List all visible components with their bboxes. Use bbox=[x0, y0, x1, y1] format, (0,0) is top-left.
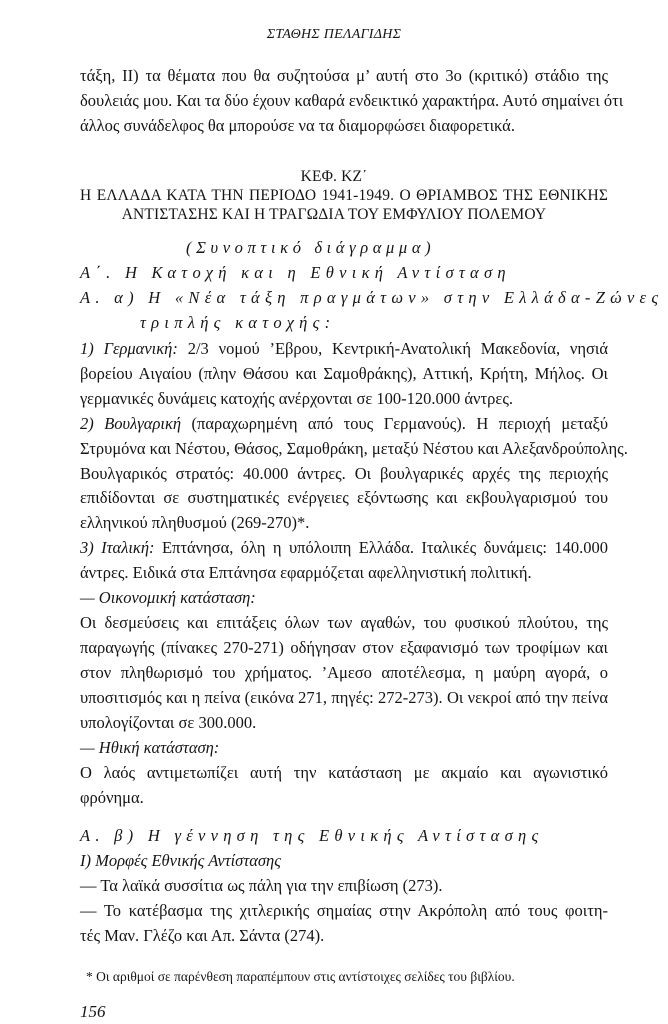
german-line-3: γερμανικές δυνάμεις κατοχής ανέρχονται σε 100-120.000 άντρες. bbox=[80, 389, 513, 408]
intro-line-2: δουλειάς μου. Και τα δύο έχουν καθαρά ενδεικτικό χαρακτήρα. Αυτό σημαίνει ότι bbox=[80, 91, 624, 110]
section-a-title: Α΄. Η Κατοχή και η Εθνική Αντίσταση bbox=[80, 263, 511, 282]
italian-label: 3) Ιταλική: bbox=[80, 538, 155, 557]
chapter-subtitle: (Συνοπτικό διάγραμμα) bbox=[186, 238, 436, 257]
bulgarian-line-1-text: (παραχωρημένη από τους Γερμανούς). Η περιοχή μεταξύ bbox=[181, 414, 608, 433]
italian-line-1-text: Επτάνησα, όλη η υπόλοιπη Ελλάδα. Ιταλικές δυνάμεις: 140.000 bbox=[154, 538, 609, 557]
italian-line-2: άντρες. Ειδικά στα Επτάνησα εφαρμόζεται αφελληνιστική πολιτική. bbox=[80, 563, 532, 582]
moral-line-1: Ο λαός αντιμετωπίζει αυτή την κατάσταση με ακμαίο και αγωνιστικό bbox=[80, 763, 608, 782]
section-b-item-2-line-1: — Το κατέβασμα της χιτλερικής σημαίας στην Ακρόπολη από τους φοιτη- bbox=[80, 901, 608, 920]
bulgarian-line-1 bbox=[80, 416, 608, 433]
german-line-1-text: 2/3 νομού ’Εβρου, Κεντρική-Ανατολική Μακεδονία, νησιά bbox=[177, 339, 608, 358]
bulgarian-line-4: επιδίδονται σε συστηματικές ενέργειες εξόντωσης και εκβουλγαρισμού του bbox=[80, 488, 608, 507]
footnote: * Οι αριθμοί σε παρένθεση παραπέμπουν στις αντίστοιχες σελίδες του βιβλίου. bbox=[86, 969, 515, 984]
chapter-title-line-2: ΑΝΤΙΣΤΑΣΗΣ ΚΑΙ Η ΤΡΑΓΩΔΙΑ ΤΟΥ ΕΜΦΥΛΙΟΥ ΠΟΛΕΜΟΥ bbox=[121, 206, 547, 223]
chapter-title-line-1: Η ΕΛΛΑΔΑ ΚΑΤΑ ΤΗΝ ΠΕΡΙΟΔΟ 1941-1949. Ο ΘΡΙΑΜΒΟΣ ΤΗΣ ΕΘΝΙΚΗΣ bbox=[80, 187, 608, 204]
section-b-title: Α. β) Η γέννηση της Εθνικής Αντίστασης bbox=[80, 826, 544, 845]
section-b-item-1: — Τα λαϊκά συσσίτια ως πάλη για την επιβίωση (273). bbox=[80, 876, 443, 895]
chapter-label: ΚΕΦ. ΚΖ΄ bbox=[300, 168, 368, 185]
section-a-sub-line-2: τριπλής κατοχής: bbox=[140, 313, 336, 332]
italian-line-1 bbox=[80, 540, 608, 557]
moral-heading: — Ηθική κατάσταση: bbox=[80, 738, 220, 757]
economic-heading: — Οικονομική κατάσταση: bbox=[80, 588, 256, 607]
section-a-sub-line-1: Α. α) Η «Νέα τάξη πραγμάτων» στην Ελλάδα-Ζώνες bbox=[80, 288, 664, 307]
bulgarian-line-5: ελληνικού πληθυσμού (269-270)*. bbox=[80, 513, 310, 532]
bulgarian-line-2: Στρυμόνα και Νέστου, Θάσος, Σαμοθράκη, μεταξύ Νέστου και Αλεξανδρούπολης. bbox=[80, 439, 628, 458]
economic-line-5: υπολογίζονται σε 300.000. bbox=[80, 713, 257, 732]
section-b-subhead: Ι) Μορφές Εθνικής Αντίστασης bbox=[80, 851, 281, 870]
moral-line-2: φρόνημα. bbox=[80, 788, 144, 807]
section-b-item-2-line-2: τές Μαν. Γλέζο και Απ. Σάντα (274). bbox=[80, 926, 325, 945]
page-number: 156 bbox=[80, 1002, 106, 1021]
economic-line-2: παραγωγής (πίνακες 270-271) οδήγησαν στον εξαφανισμό των τροφίμων και bbox=[80, 638, 608, 657]
economic-line-3: στον πληθωρισμό του χρήματος. ’Αμεσο αποτέλεσμα, η μαύρη αγορά, ο bbox=[80, 663, 608, 682]
bulgarian-line-3: Βουλγαρικός στρατός: 40.000 άντρες. Οι βουλγαρικές αρχές της περιοχής bbox=[80, 464, 608, 483]
intro-line-3: άλλος συνάδελφος θα μπορούσε να τα διαμορφώσει διαφορετικά. bbox=[80, 116, 515, 135]
german-label: 1) Γερμανική: bbox=[80, 339, 178, 358]
running-header: ΣΤΑΘΗΣ ΠΕΛΑΓΙΔΗΣ bbox=[266, 27, 402, 42]
economic-line-4: υποσιτισμός και η πείνα (εικόνα 271, πηγές: 272-273). Οι νεκροί από την πείνα bbox=[80, 688, 608, 707]
economic-line-1: Οι δεσμεύσεις και επιτάξεις όλων των αγαθών, του φυσικού πλούτου, της bbox=[80, 613, 608, 632]
intro-line-1: τάξη, ΙΙ) τα θέματα που θα συζητούσα μ’ αυτή στο 3ο (κριτικό) στάδιο της bbox=[80, 66, 608, 85]
german-line-2: βορείου Αιγαίου (πλην Θάσου και Σαμοθράκης), Αττική, Κρήτη, Μήλος. Οι bbox=[80, 364, 608, 383]
german-line-1 bbox=[80, 341, 608, 358]
bulgarian-label: 2) Βουλγαρική bbox=[80, 414, 182, 433]
